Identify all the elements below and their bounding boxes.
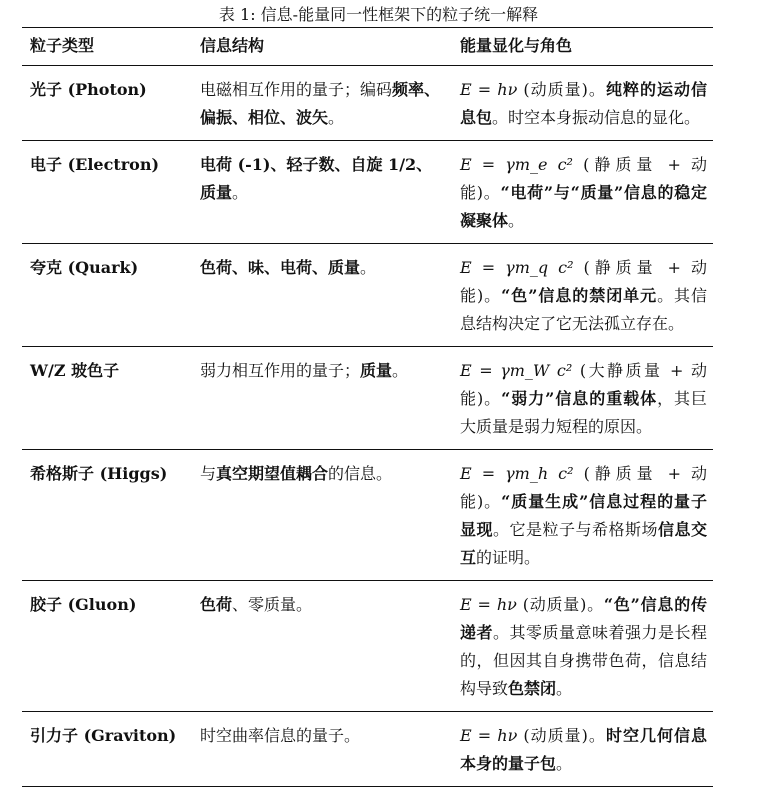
info-structure-cell — [192, 450, 452, 581]
energy-role-cell — [452, 347, 713, 450]
info-structure-cell — [192, 581, 452, 712]
text-segment: 。 — [508, 211, 525, 230]
text-segment: 。它是粒子与希格斯场 — [493, 520, 658, 539]
energy-formula: E = γm_h c² — [460, 464, 574, 483]
text-segment: (大静质量 + 动能)。 — [460, 361, 707, 408]
text-segment: (动质量)。 — [517, 726, 606, 745]
energy-role-cell — [452, 66, 713, 141]
text-segment: 质量 — [360, 361, 393, 380]
energy-formula: E = hν — [460, 80, 518, 99]
text-segment: (静质量 + 动能)。 — [460, 258, 707, 305]
table-body — [22, 66, 713, 787]
text-segment: 信息交互 — [460, 520, 707, 567]
energy-role-cell — [452, 581, 713, 712]
particle-name: 胶子 (Gluon) — [22, 581, 192, 712]
header-row — [22, 28, 713, 66]
text-segment: 电磁相互作用的量子；编码 — [200, 80, 393, 99]
energy-formula: E = γm_q c² — [460, 258, 574, 277]
header-info-structure: 信息结构 — [192, 28, 452, 66]
text-segment: “色”信息的传递者 — [460, 595, 707, 642]
table-row — [22, 244, 713, 347]
text-segment: 频率、偏振、相位、波矢 — [200, 80, 441, 127]
table-row — [22, 347, 713, 450]
text-segment: “电荷”与“质量”信息的稳定凝聚体 — [460, 183, 707, 230]
table-row — [22, 141, 713, 244]
info-structure-cell — [192, 66, 452, 141]
text-segment: 。 — [392, 361, 409, 380]
energy-role-cell — [452, 712, 713, 787]
energy-formula: E = hν — [460, 595, 517, 614]
text-segment: “色”信息的禁闭单元 — [501, 286, 658, 305]
particle-name: 光子 (Photon) — [22, 66, 192, 141]
text-segment: “弱力”信息的重载体 — [501, 389, 658, 408]
table-row — [22, 581, 713, 712]
text-segment: 弱力相互作用的量子； — [200, 361, 361, 380]
text-segment: “质量生成”信息过程的量子显现 — [460, 492, 707, 539]
text-segment: 色荷 — [200, 595, 233, 614]
info-structure-cell — [192, 141, 452, 244]
particle-name: 希格斯子 (Higgs) — [22, 450, 192, 581]
text-segment: 。 — [360, 258, 377, 277]
text-segment: 。 — [232, 183, 249, 202]
text-segment: 电荷 (-1)、轻子数、自旋 1/2、质量 — [200, 155, 433, 202]
header-particle-type: 粒子类型 — [22, 28, 192, 66]
table-row — [22, 712, 713, 787]
text-segment: (静质量 + 动能)。 — [460, 464, 707, 511]
text-segment: (动质量)。 — [517, 80, 606, 99]
text-segment: 纯粹的运动信息包 — [460, 80, 707, 127]
particle-name: 电子 (Electron) — [22, 141, 192, 244]
text-segment: 。 — [556, 679, 573, 698]
text-segment: 时空曲率信息的量子。 — [200, 726, 361, 745]
particle-name: 夸克 (Quark) — [22, 244, 192, 347]
table-row — [22, 66, 713, 141]
text-segment: 色禁闭 — [508, 679, 557, 698]
text-segment: 真空期望值耦合 — [216, 464, 329, 483]
text-segment: 的证明。 — [476, 548, 541, 567]
info-structure-cell — [192, 347, 452, 450]
text-segment: 。 — [556, 754, 573, 773]
energy-formula: E = γm_e c² — [460, 155, 573, 174]
text-segment: 。时空本身振动信息的显化。 — [492, 108, 701, 127]
particle-name: W/Z 玻色子 — [22, 347, 192, 450]
info-structure-cell — [192, 244, 452, 347]
text-segment: 、零质量。 — [232, 595, 313, 614]
table-caption: 表 1: 信息-能量同一性框架下的粒子统一解释 — [218, 5, 539, 24]
text-segment: 色荷、味、电荷、质量 — [200, 258, 361, 277]
particle-name: 引力子 (Graviton) — [22, 712, 192, 787]
text-segment: 。其零质量意味着强力是长程的，但因其自身携带色荷，信息结构导致 — [460, 623, 707, 698]
header-energy-role: 能量显化与角色 — [452, 28, 713, 66]
table-row — [22, 450, 713, 581]
text-segment: 。其信息结构决定了它无法孤立存在。 — [460, 286, 707, 333]
energy-role-cell — [452, 450, 713, 581]
text-segment: (动质量)。 — [516, 595, 604, 614]
text-segment: 与 — [200, 464, 217, 483]
text-segment: 。 — [328, 108, 345, 127]
energy-role-cell — [452, 244, 713, 347]
text-segment: 的信息。 — [328, 464, 393, 483]
text-segment: (静质量 + 动能)。 — [460, 155, 707, 202]
energy-role-cell — [452, 141, 713, 244]
text-segment: ，其巨大质量是弱力短程的原因。 — [460, 389, 707, 436]
particle-table — [22, 27, 713, 787]
energy-formula: E = γm_W c² — [460, 361, 573, 380]
info-structure-cell — [192, 712, 452, 787]
energy-formula: E = hν — [460, 726, 518, 745]
text-segment: 时空几何信息本身的量子包 — [460, 726, 707, 773]
